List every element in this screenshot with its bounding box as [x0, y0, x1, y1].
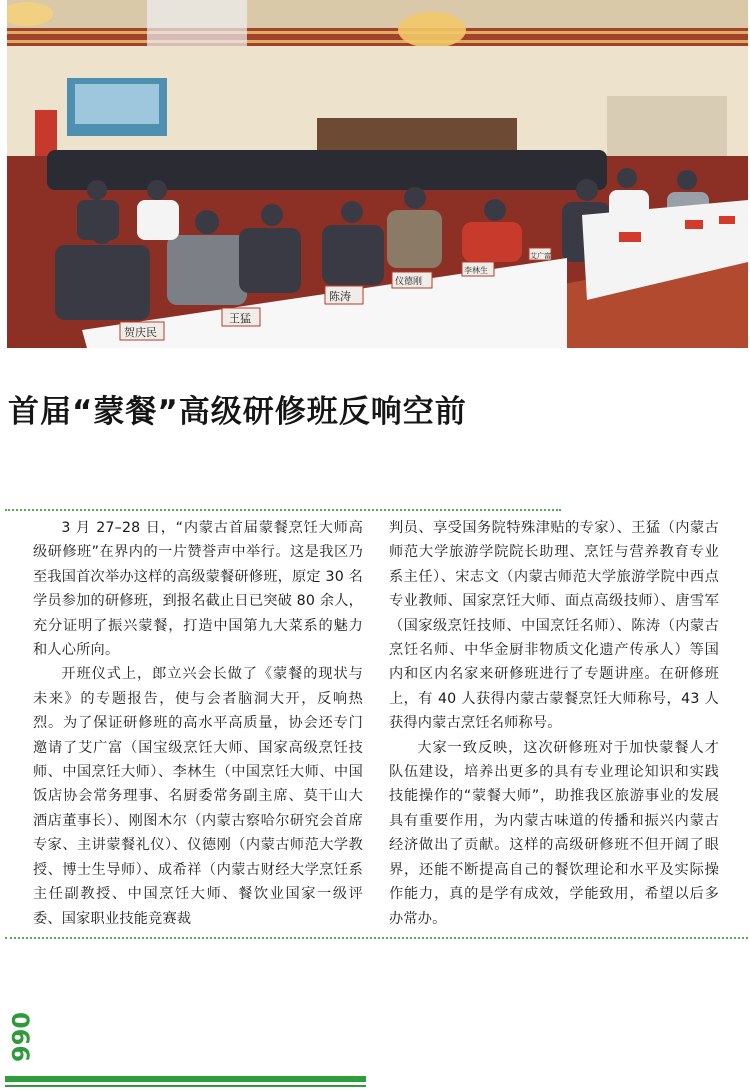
- footer-accent-line: [5, 1085, 366, 1087]
- article-column-right: [389, 516, 719, 931]
- paragraph: 大家一致反映，这次研修班对于加快蒙餐人才队伍建设，培养出更多的具有专业理论知识和实践技能操作的“蒙餐大师”，助推我区旅游事业的发展具有重要作用，为内蒙古味道的传播和振兴内蒙古经济做出了贡献。这样的高级研修班不但开阔了眼界，还能不断提高自己的餐饮理论和水平及实际操作能力，真的是学有成效，学能致用，希望以后多办常办。: [389, 739, 719, 927]
- name-card-1: 贺庆民: [124, 326, 157, 339]
- article-column-left: [33, 516, 363, 931]
- name-card-4: 仪德刚: [395, 277, 423, 287]
- page-number-text: 066: [6, 1011, 35, 1063]
- paragraph: 3 月 27–28 日，“内蒙古首届蒙餐烹饪大师高级研修班”在界内的一片赞誉声中举行。这是我区乃至我国首次举办这样的高级蒙餐研修班，原定 30 名学员参加的研修班，到报名截止日已突破 80 余人，充分证明了振兴蒙餐，打造中国第九大菜系的魅力和人心所向。: [33, 520, 364, 659]
- paragraph: 开班仪式上，郎立兴会长做了《蒙餐的现状与未来》的专题报告，使与会者脑洞大开，反响热烈。为了保证研修班的高水平高质量，协会还专门邀请了艾广富（国宝级烹饪大师、国家高级烹饪技师、中国烹饪大师）、李林生（中国烹饪大师、中国饭店协会常务理事、名厨委常务副主席、莫干山大酒店董事长）、刚图木尔（内蒙古察哈尔研究会首席专家、主讲蒙餐礼仪）、仪德刚（内蒙古师范大学教授、博士生导师）、成希祥（内蒙古财经大学烹饪系主任副教授、中国烹饪大师、餐饮业国家一级评委、国家职业技能竞赛裁: [33, 666, 363, 927]
- dotted-divider-bottom: [5, 937, 748, 939]
- name-card-2: 王猛: [229, 312, 251, 325]
- article-headline: 首届“蒙餐”高级研修班反响空前: [8, 394, 467, 430]
- event-photo-illustration: [7, 0, 748, 348]
- event-photo: [7, 0, 748, 348]
- dotted-divider-top: [5, 509, 561, 511]
- name-card-3: 陈涛: [329, 290, 351, 303]
- paragraph-continued: 判员、享受国务院特殊津贴的专家）、王猛（内蒙古师范大学旅游学院院长助理、烹饪与营养教育专业系主任）、宋志文（内蒙古师范大学旅游学院中西点专业教师、国家烹饪大师、面点高级技师）、唐雪军（国家级烹饪技师、中国烹饪名师）、陈涛（内蒙古烹饪名师、中华金厨非物质文化遗产传承人）等国内和区内名家来研修班进行了专题讲座。在研修班上，有 40 人获得内蒙古蒙餐烹饪大师称号，43 人获得内蒙古烹饪名师称号。: [389, 520, 719, 732]
- name-card-5: 李林生: [464, 266, 488, 275]
- footer-accent-bar: [5, 1076, 366, 1082]
- name-card-6: 艾广富: [530, 252, 551, 260]
- page-number: [0, 1011, 40, 1063]
